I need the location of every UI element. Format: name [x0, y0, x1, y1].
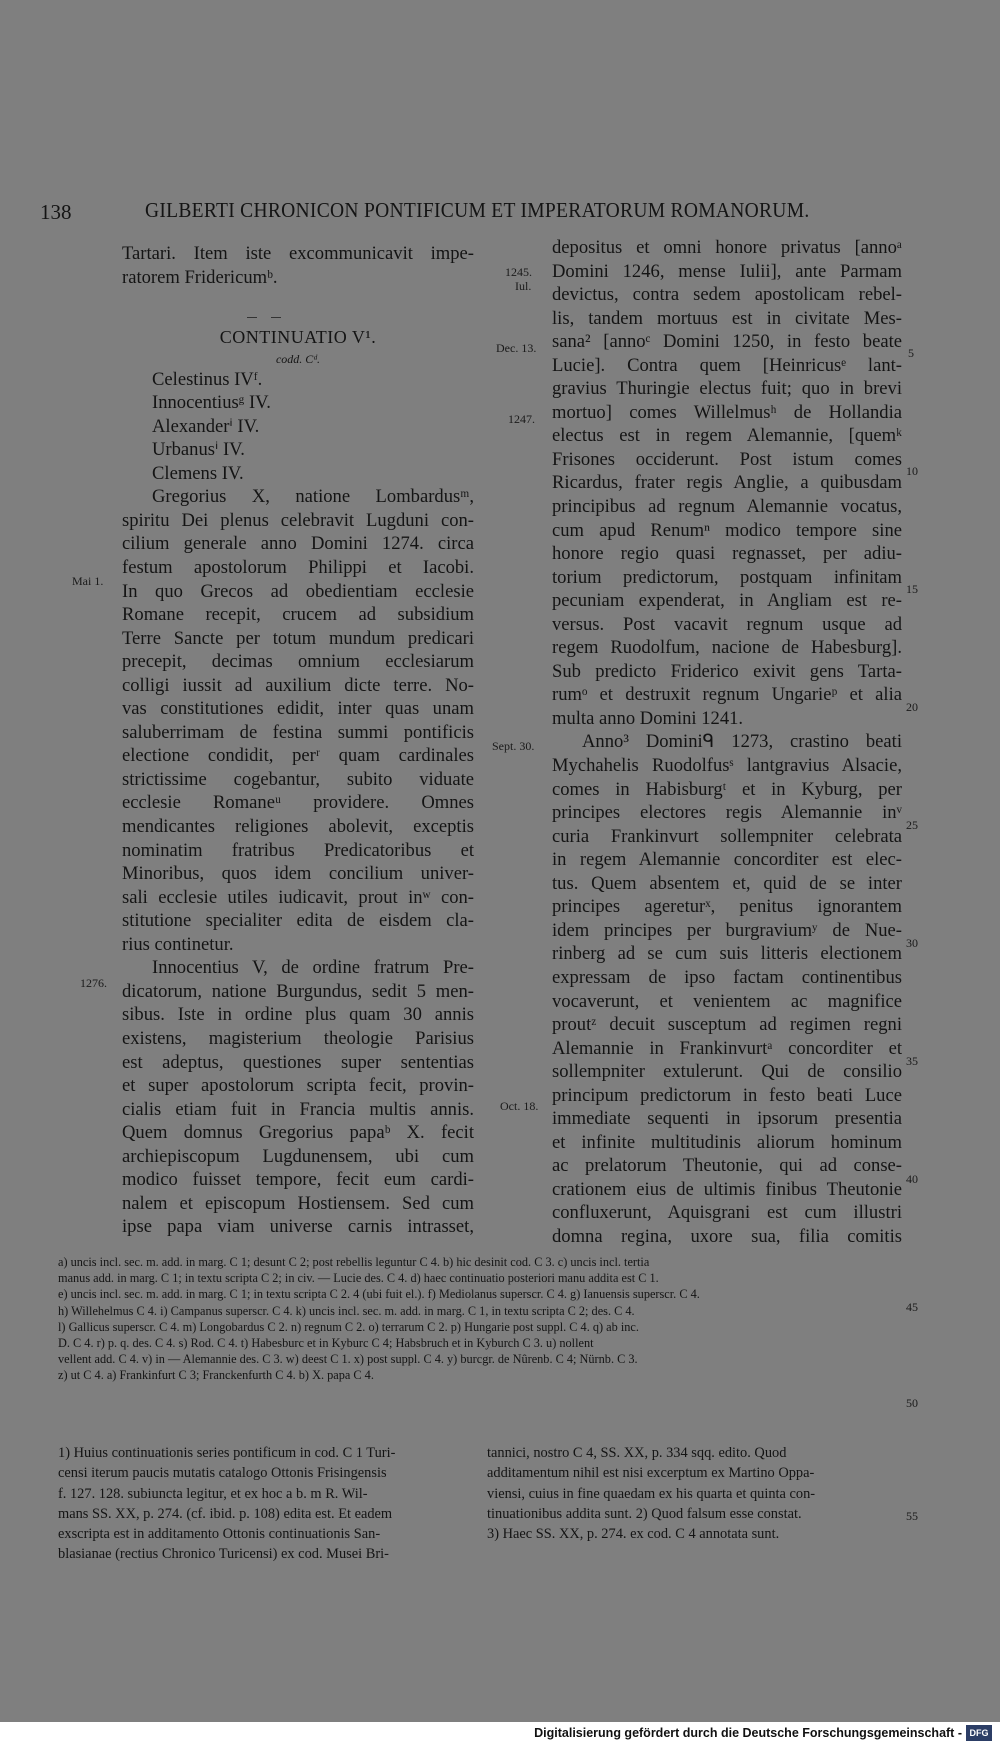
text-line: comes in Habisburgᵗ et in Kyburg, per [552, 778, 902, 800]
notes-left [58, 1443, 454, 1565]
note-line: tannici, nostro C 4, SS. XX, p. 334 sqq. edito. Quod [487, 1445, 787, 1461]
text-line: mortuo] comes Willelmusʰ de Hollandia [552, 401, 902, 423]
text-line [122, 312, 474, 326]
footnote-line: l) Gallicus superscr. C 4. m) Longobardus C 2. n) regnum C 2. o) terrarum C 2. p) Hungarie post suppl. C 4. q) ab inc. [58, 1319, 639, 1334]
text-line: festum apostolorum Philippi et Iacobi. [122, 557, 474, 579]
text-line [122, 289, 474, 312]
text-line: principum predictorum in festo beati Luce [552, 1084, 902, 1106]
text-line: Innocentius V, de ordine fratrum Pre- [152, 957, 474, 979]
apparatus-footnotes [58, 1254, 906, 1384]
text-line: sollempniter extulerunt. Qui de consilio [552, 1061, 902, 1083]
text-line: versus. Post vacavit regnum usque ad [552, 613, 902, 635]
line-number: 45 [906, 1300, 918, 1314]
running-title: GILBERTI CHRONICON PONTIFICUM ET IMPERATORUM ROMANORUM. [145, 198, 810, 222]
text-line: sali ecclesie utiles iudicavit, prout inʷ con- [122, 886, 474, 908]
text-line: regem Ruodolfum, nacione de Habesburg]. [552, 637, 902, 659]
note-line: 3) Haec SS. XX, p. 274. ex cod. C 4 annotata sunt. [487, 1526, 780, 1543]
page-number: 138 [40, 200, 72, 224]
note-line: mans SS. XX, p. 274. (cf. ibid. p. 108) edita est. Et eadem [58, 1505, 393, 1522]
text-line: sibus. Iste in ordine plus quam 30 annis [122, 1004, 474, 1026]
text-line: Innocentiusᵍ IV. [152, 392, 271, 414]
text-line: modico fuisset tempore, fecit eum cardi- [122, 1169, 474, 1191]
line-number: 15 [906, 582, 918, 596]
note-line: exscripta est in additamento Ottonis continuationis San- [58, 1526, 381, 1543]
text-line: in regem Alemannie concorditer est elec- [552, 849, 902, 871]
text-line: cialis etiam fuit in Francia multis annis. [122, 1098, 474, 1120]
text-line: vocaverunt, et venientem ac magnifice [552, 990, 902, 1012]
text-line: In quo Grecos ad obedientiam ecclesie [122, 580, 474, 602]
text-line: stitutione specialiter edita de eisdem cla- [122, 910, 474, 932]
text-line: Celestinus IVᶠ. [152, 368, 263, 390]
text-line: saluberrimam de festina summi pontificis [122, 721, 474, 743]
note-line: f. 127. 128. subiuncta legitur, et ex hoc a b. m R. Wil- [58, 1485, 368, 1502]
text-line: crationem eius de ultimis finibus Theutonie [552, 1178, 902, 1200]
text-line: Gregorius X, natione Lombardusᵐ, [152, 486, 474, 508]
margin-year-1276: 1276. [80, 976, 107, 990]
section-separator [240, 303, 300, 304]
text-line: Alexanderⁱ IV. [152, 415, 260, 437]
text-line: colligi iussit ad auxilium dicte terre. No- [122, 674, 474, 696]
footnote-line: h) Willehelmus C 4. i) Campanus superscr. C 4. k) uncis incl. sec. m. add. in marg. C 1, in textu scripta C 2; des. C 4. [58, 1303, 635, 1318]
page-header [40, 198, 960, 228]
text-line: idem principes per burgraviumʸ de Nue- [552, 919, 902, 941]
text-line: electus est in regem Alemannie, [quemᵏ [552, 425, 902, 447]
text-line: Frisones occiderunt. Post istum comes [552, 448, 902, 470]
note-line: 1) Huius continuationis series pontificum in cod. C 1 Turi- [58, 1445, 396, 1461]
text-line: principes agereturˣ, penitus ignorantem [552, 896, 902, 918]
margin-sept-30: Sept. 30. [492, 739, 535, 753]
footer-bar [0, 1722, 1000, 1746]
text-line: immediate sequenti in ipsorum presentia [552, 1108, 902, 1130]
right-column [552, 236, 902, 1249]
text-line: principes electores regis Alemannie inᵛ [552, 802, 902, 824]
margin-year-1247: 1247. [508, 412, 535, 426]
text-line: Tartari. Item iste excommunicavit impe- [122, 243, 474, 264]
text-line: Lucie]. Contra quem [Heinricusᵉ lant- [552, 354, 902, 376]
text-line: archiepiscopum Lugdunensem, ubi cum [122, 1145, 474, 1167]
text-line: et super apostolorum scripta fecit, provin- [122, 1075, 474, 1097]
note-line: censi iterum paucis mutatis catalogo Ottonis Frisingensis [58, 1465, 387, 1482]
text-line: multa anno Domini 1241. [552, 707, 744, 729]
text-line: curia Frankinvurt sollempniter celebrata [552, 825, 902, 847]
text-line: Alemannie in Frankinvurtᵃ concorditer et [552, 1037, 902, 1059]
text-line: nominatim fratribus Predicatoribus et [122, 839, 474, 861]
text-line: electione condidit, perʳ quam cardinales [122, 745, 474, 767]
note-line: blasianae (rectius Chronico Turicensi) ex cod. Musei Bri- [58, 1546, 389, 1563]
note-line: additamentum nihil est nisi excerptum ex Martino Oppa- [487, 1465, 815, 1482]
footnote-line: a) uncis incl. sec. m. add. in marg. C 1; desunt C 2; post rebellis leguntur C 4. b) hic desinit cod. C 3. c) uncis incl. tertia [58, 1255, 650, 1269]
line-number: 20 [906, 700, 918, 714]
text-line: depositus et omni honore privatus [annoᵃ [552, 237, 902, 258]
note-line: tinuationibus addita sunt. 2) Quod falsum esse constat. [487, 1505, 802, 1522]
text-line: cilium generale anno Domini 1274. circa [122, 533, 474, 555]
text-line: ipse papa viam universe carnis intrasset, [122, 1216, 474, 1238]
text-line: principibus ad regnum Alemannie vocatus, [552, 496, 902, 518]
text-line: est adeptus, questiones super sententias [122, 1051, 474, 1073]
text-line: tus. Quem absentem et, quid de se inter [552, 872, 902, 894]
margin-date-mai: Mai 1. [72, 574, 104, 588]
footnote-line: vellent add. C 4. v) in — Alemannie des. C 3. w) deest C 1. x) post suppl. C 4. y) burcgr. de Nûrenb. C 4; Nürnb. C 3. [58, 1352, 638, 1367]
text-line: Domini 1246, mense Iulii], ante Parmam [552, 260, 902, 282]
text-line: Mychahelis Ruodolfusˢ lantgravius Alsacie, [552, 755, 902, 777]
text-line: domna regina, uxore sua, filia comitis [552, 1225, 902, 1247]
line-number: 40 [906, 1172, 918, 1186]
text-line: lis, tandem mortuus est in civitate Mes- [552, 307, 902, 329]
text-line: vas constitutiones edidit, inter quas unam [122, 698, 474, 720]
note-line: viensi, cuius in fine quaedam ex his quarta et quinta con- [487, 1485, 816, 1502]
footnote-line: e) uncis incl. sec. m. add. in marg. C 1; in textu scripta C 2. 4 (ubi fuit el.). f) Mediolanus superscr. C 4. g) Ianuensis superscr. C 4. [58, 1287, 700, 1302]
text-line: Terre Sancte per totum mundum predicari [122, 627, 474, 649]
text-line: Sub predicto Friderico exivit gens Tarta- [552, 660, 902, 682]
line-number: 10 [906, 464, 918, 478]
line-number: 5 [908, 346, 914, 360]
text-line: Clemens IV. [152, 462, 244, 484]
text-line: et infinite multitudinis aliorum hominum [552, 1131, 902, 1153]
text-line: Quem domnus Gregorius papaᵇ X. fecit [122, 1122, 474, 1144]
text-line: honore regio quasi regnasset, per adiu- [552, 543, 902, 565]
text-line: codd. Cᵈ. [275, 351, 321, 366]
text-line: existens, magisterium theologie Parisius [122, 1027, 474, 1049]
text-line: rius continetur. [122, 933, 234, 955]
text-line: CONTINUATIO V¹. [219, 327, 377, 348]
line-number: 25 [906, 818, 918, 832]
margin-oct-18: Oct. 18. [500, 1099, 539, 1113]
text-line: expressam de ipso factam continentibus [552, 966, 902, 988]
notes-right [487, 1443, 905, 1544]
text-line: Ricardus, frater regis Anglie, a quibusdam [552, 472, 902, 494]
footnote-line: D. C 4. r) p. q. des. C 4. s) Rod. C 4. t) Habesburc et in Kyburc C 4; Habsbruch et in Kyburch C 3. u) nollent [58, 1336, 594, 1351]
text-line: precepit, decimas omnium ecclesiarum [122, 651, 474, 673]
text-line: rinberg ad se cum suis litteris electionem [552, 943, 902, 965]
text-line: torium predictorum, postquam infinitam [552, 566, 902, 588]
text-line: sana² [annoᶜ Domini 1250, in festo beate [552, 331, 902, 353]
margin-dec-13: Dec. 13. [496, 341, 537, 355]
line-number: 55 [906, 1509, 918, 1523]
text-line: cum apud Renumⁿ modico tempore sine [552, 519, 902, 541]
margin-iul: Iul. [515, 279, 532, 293]
text-line: strictissime cogebantur, subito viduate [122, 768, 474, 790]
text-line: Minoribus, quos idem concilium univer- [122, 863, 474, 885]
footnote-line: z) ut C 4. a) Frankinfurt C 3; Franckenfurth C 4. b) X. papa C 4. [58, 1368, 374, 1383]
text-line: Urbanusⁱ IV. [152, 439, 245, 461]
line-number: 50 [906, 1396, 918, 1410]
text-line: ratorem Fridericumᵇ. [122, 266, 278, 288]
text-line: ac prelatorum Theutonie, qui ad conse- [552, 1155, 902, 1177]
text-line: mendicantes religiones abolevit, exceptis [122, 816, 474, 838]
text-line: ecclesie Romaneᵘ providere. Omnes [122, 792, 474, 814]
text-line: Romane recepit, crucem ad subsidium [122, 604, 474, 626]
text-line: nalem et episcopum Hostiensem. Sed cum [122, 1192, 474, 1214]
line-number: 30 [906, 936, 918, 950]
text-line: Anno³ Dominiᑫ 1273, crastino beati [582, 731, 902, 753]
margin-year-1245: 1245. [505, 265, 532, 279]
left-column [122, 242, 474, 1239]
footer-text: Digitalisierung gefördert durch die Deutsche Forschungsgemeinschaft - [534, 1726, 962, 1740]
text-line: gravius Thuringie electus fuit; quo in brevi [552, 378, 902, 400]
dfg-logo: DFG [966, 1725, 992, 1741]
text-line: rumᵒ et destruxit regnum Ungarieᵖ et alia [552, 684, 902, 706]
line-number: 35 [906, 1054, 918, 1068]
text-line: proutᶻ decuit susceptum ad regimen regni [552, 1014, 902, 1036]
text-line: spiritu Dei plenus celebravit Lugduni con- [122, 509, 474, 531]
text-line: confluxerunt, Aquisgrani est cum illustri [552, 1202, 902, 1224]
text-line: dicatorum, natione Burgundus, sedit 5 men- [122, 980, 474, 1002]
footnote-line: manus add. in marg. C 1; in textu scripta C 2; in civ. — Lucie des. C 4. d) haec continuatio posteriori manu addita est C 1. [58, 1271, 659, 1286]
text-line: devictus, contra sedem apostolicam rebel- [552, 284, 902, 306]
text-line: pecuniam expenderat, in Angliam est re- [552, 590, 902, 612]
